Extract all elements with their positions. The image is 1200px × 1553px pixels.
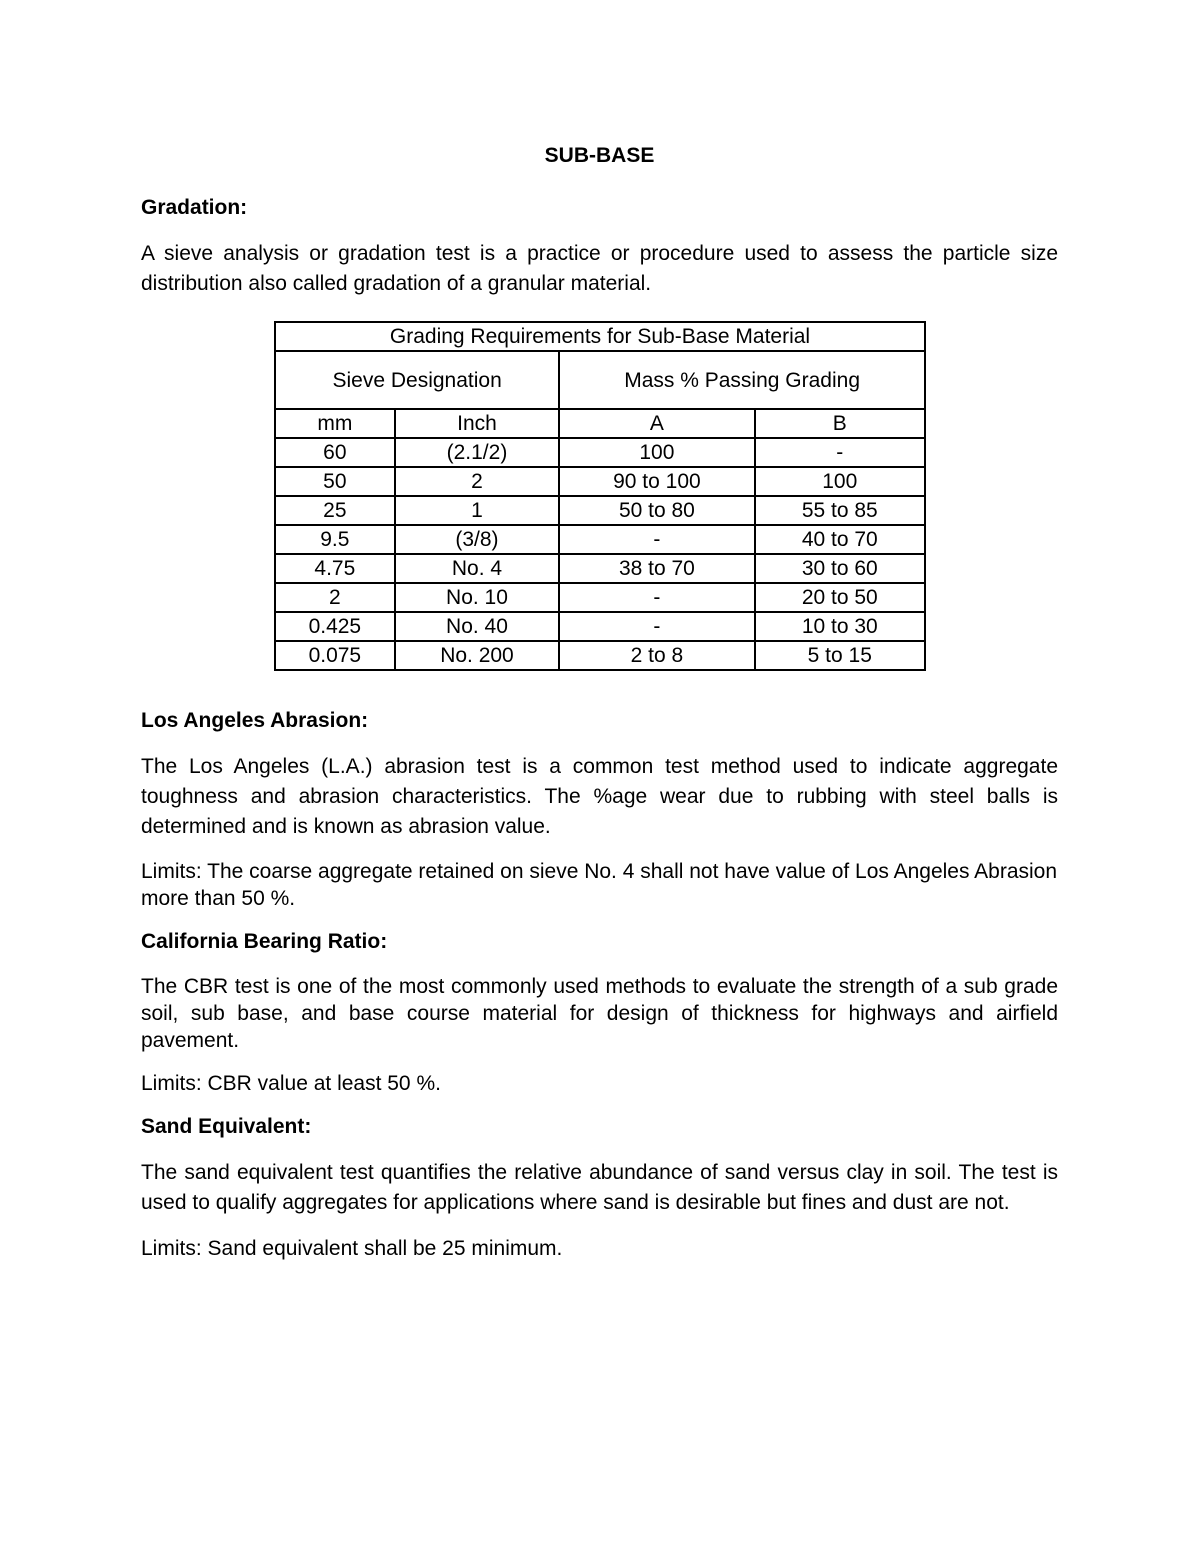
cell-inch: No. 10	[395, 583, 560, 612]
cell-mm: 50	[275, 467, 395, 496]
cell-a: 50 to 80	[559, 496, 754, 525]
cell-inch: (3/8)	[395, 525, 560, 554]
cell-a: 90 to 100	[559, 467, 754, 496]
cell-inch: 1	[395, 496, 560, 525]
cell-mm: 25	[275, 496, 395, 525]
cell-inch: (2.1/2)	[395, 438, 560, 467]
cell-a: -	[559, 612, 754, 641]
cell-b: 40 to 70	[755, 525, 925, 554]
sand-equivalent-text: The sand equivalent test quantifies the relative abundance of sand versus clay in soil. The test is used to qualify aggregates for applications where sand is desirable but fines and dust are not.	[141, 1161, 1058, 1214]
cell-b: 30 to 60	[755, 554, 925, 583]
cbr-heading: California Bearing Ratio:	[141, 930, 388, 953]
sand-equivalent-limits: Limits: Sand equivalent shall be 25 minimum.	[141, 1237, 563, 1260]
grading-table	[274, 321, 926, 671]
cell-a: -	[559, 583, 754, 612]
cbr-limits: Limits: CBR value at least 50 %.	[141, 1072, 441, 1095]
cell-b: 10 to 30	[755, 612, 925, 641]
los-angeles-heading: Los Angeles Abrasion:	[141, 709, 369, 732]
table-column-header-row	[275, 409, 925, 438]
table-group-header-row	[275, 351, 925, 409]
group-header-sieve: Sieve Designation	[275, 351, 559, 409]
cbr-text: The CBR test is one of the most commonly used methods to evaluate the strength of a sub grade soil, sub base, and base course material for design of thickness for highways and airfield pavement.	[141, 975, 1058, 1052]
los-angeles-text: The Los Angeles (L.A.) abrasion test is a common test method used to indicate aggregate toughness and abrasion characteristics. The %age wear due to rubbing with steel balls is determined and is known as abrasion value.	[141, 755, 1058, 838]
cell-inch: No. 4	[395, 554, 560, 583]
cell-b: 5 to 15	[755, 641, 925, 670]
sand-equivalent-heading: Sand Equivalent:	[141, 1115, 312, 1138]
group-header-passing: Mass % Passing Grading	[559, 351, 925, 409]
cell-b: -	[755, 438, 925, 467]
cell-b: 20 to 50	[755, 583, 925, 612]
table-row	[275, 467, 925, 496]
cell-mm: 0.075	[275, 641, 395, 670]
table-caption: Grading Requirements for Sub-Base Material	[275, 322, 925, 351]
table-caption-row	[275, 322, 925, 351]
cell-b: 100	[755, 467, 925, 496]
table-row	[275, 641, 925, 670]
cell-a: 100	[559, 438, 754, 467]
cell-a: 38 to 70	[559, 554, 754, 583]
table-row	[275, 496, 925, 525]
cell-mm: 4.75	[275, 554, 395, 583]
cell-b: 55 to 85	[755, 496, 925, 525]
cell-a: 2 to 8	[559, 641, 754, 670]
cell-mm: 2	[275, 583, 395, 612]
table-row	[275, 554, 925, 583]
table-row	[275, 612, 925, 641]
cell-mm: 9.5	[275, 525, 395, 554]
cell-mm: 0.425	[275, 612, 395, 641]
column-header-a: A	[559, 409, 754, 438]
gradation-text: A sieve analysis or gradation test is a practice or procedure used to assess the particle size distribution also called gradation of a granular material.	[141, 242, 1058, 295]
column-header-inch: Inch	[395, 409, 560, 438]
cell-inch: No. 200	[395, 641, 560, 670]
page-title: SUB-BASE	[544, 144, 655, 167]
table-row	[275, 525, 925, 554]
document-content	[141, 142, 1058, 1280]
cell-a: -	[559, 525, 754, 554]
column-header-b: B	[755, 409, 925, 438]
cell-mm: 60	[275, 438, 395, 467]
gradation-heading: Gradation:	[141, 196, 248, 219]
table-row	[275, 583, 925, 612]
table-row	[275, 438, 925, 467]
column-header-mm: mm	[275, 409, 395, 438]
los-angeles-limits: Limits: The coarse aggregate retained on sieve No. 4 shall not have value of Los Angeles Abrasion more than 50 %.	[141, 860, 1058, 910]
cell-inch: 2	[395, 467, 560, 496]
cell-inch: No. 40	[395, 612, 560, 641]
table-spacer	[141, 671, 1058, 707]
